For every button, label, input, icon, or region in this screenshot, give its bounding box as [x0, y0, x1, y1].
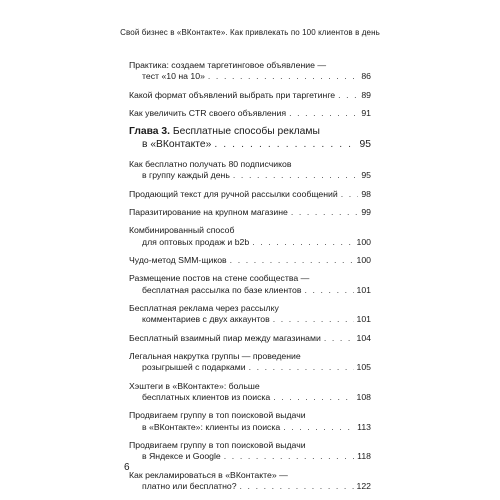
- toc-entry-title-line1: Комбинированный способ: [129, 225, 235, 236]
- toc-entry-title-line2: в «ВКонтакте»: клиенты из поиска: [142, 421, 281, 432]
- toc-entry-title-line2: бесплатная рассылка по базе клиентов: [142, 284, 302, 295]
- chapter-title-line2: в «ВКонтакте»: [142, 138, 212, 150]
- toc-entry: [129, 189, 371, 200]
- toc-entry-page-number: 113: [357, 421, 371, 432]
- dot-leader: [252, 237, 353, 248]
- toc-entry-last-line: [142, 451, 371, 462]
- toc-entry-title-line1: Как рекламироваться в «ВКонтакте» —: [129, 469, 288, 480]
- toc-entry: [129, 159, 371, 182]
- toc-entry-title-line1: Практика: создаем таргетинговое объявление —: [129, 60, 327, 70]
- toc-section-after: [129, 159, 371, 493]
- toc-entry-page-number: 122: [356, 481, 371, 492]
- toc-entry-title-line1: Продвигаем группу в топ поисковой выдачи: [129, 439, 306, 450]
- toc-entry-page-number: 100: [356, 236, 371, 247]
- dot-leader: [208, 71, 358, 82]
- toc-entry-last-line: [142, 392, 371, 403]
- toc-entry-title-line2: для оптовых продаж и b2b: [142, 236, 250, 247]
- dot-leader: [240, 481, 354, 492]
- dot-leader: [224, 451, 354, 462]
- toc-entry-title-line2: розыгрышей с подарками: [142, 362, 246, 373]
- toc-entry-last-line: [142, 362, 371, 373]
- toc-entry-title-line2: в группу каждый день: [142, 170, 230, 181]
- toc-entry-page-number: 105: [356, 362, 371, 373]
- toc-entry-page-number: 108: [356, 391, 371, 402]
- chapter-heading-line2: [142, 139, 371, 152]
- toc-entry-page-number: 89: [361, 89, 371, 100]
- toc-entry: [129, 440, 371, 463]
- toc-entry-last-line: [142, 71, 371, 82]
- dot-leader: [291, 207, 358, 218]
- toc-entry-page-number: 100: [356, 254, 371, 265]
- toc-entry-page-number: 98: [361, 188, 371, 199]
- dot-leader: [273, 392, 353, 403]
- toc-entry: [129, 60, 371, 83]
- toc-entry: [129, 108, 371, 119]
- page-number: 6: [124, 462, 130, 473]
- dot-leader: [273, 314, 354, 325]
- toc-entry-last-line: [142, 170, 371, 181]
- dot-leader: [341, 189, 359, 200]
- toc-entry-last-line: [129, 189, 371, 200]
- toc-entry: [129, 303, 371, 326]
- toc-entry-title-line2: Продающий текст для ручной рассылки сообщений: [129, 188, 338, 199]
- dot-leader: [230, 255, 354, 266]
- toc-entry-page-number: 101: [356, 284, 371, 295]
- toc-entry-title-line2: Какой формат объявлений выбрать при таргетинге: [129, 89, 336, 100]
- toc-entry: [129, 255, 371, 266]
- toc-entry-last-line: [129, 207, 371, 218]
- toc-entry-title-line1: Продвигаем группу в топ поисковой выдачи: [129, 410, 306, 421]
- chapter-heading: [129, 126, 371, 151]
- dot-leader: [304, 285, 353, 296]
- toc-entry-title-line1: Бесплатная реклама через рассылку: [129, 302, 279, 313]
- toc-entry-title-line2: комментариев с двух аккаунтов: [142, 314, 270, 325]
- toc-entry-title-line2: Как увеличить CTR своего объявления: [129, 108, 287, 118]
- toc-entry-last-line: [129, 90, 371, 101]
- toc-entry-page-number: 86: [361, 71, 371, 82]
- toc-entry-title-line2: тест «10 на 10»: [142, 71, 205, 82]
- toc-entry-title-line1: Как бесплатно получать 80 подписчиков: [129, 158, 292, 169]
- toc-entry-last-line: [142, 314, 371, 325]
- toc-entry-title-line2: Паразитирование на крупном магазине: [129, 206, 288, 217]
- toc-entry-last-line: [142, 237, 371, 248]
- toc-entry-page-number: 91: [361, 108, 371, 118]
- toc-entry: [129, 273, 371, 296]
- toc-entry: [129, 410, 371, 433]
- dot-leader: [283, 422, 354, 433]
- toc-entry: [129, 470, 371, 493]
- dot-leader: [289, 108, 358, 119]
- dot-leader: [324, 333, 354, 344]
- toc-entry: [129, 90, 371, 101]
- toc-entry-last-line: [129, 255, 371, 266]
- toc-entry-page-number: 118: [357, 451, 371, 462]
- toc-entry: [129, 381, 371, 404]
- toc-entry-last-line: [142, 285, 371, 296]
- dot-leader: [338, 90, 358, 101]
- dot-leader: [249, 362, 354, 373]
- dot-leader: [233, 170, 358, 181]
- toc-entry-title-line1: Хэштеги в «ВКонтакте»: больше: [129, 380, 260, 391]
- toc-entry: [129, 207, 371, 218]
- toc-entry: [129, 333, 371, 344]
- toc-entry-last-line: [129, 333, 371, 344]
- toc-section-before: [129, 60, 371, 119]
- toc-entry-last-line: [142, 422, 371, 433]
- toc-entry-page-number: 104: [356, 332, 371, 343]
- toc-entry-last-line: [129, 108, 371, 119]
- running-header: Свой бизнес в «ВКонтакте». Как привлекать по 100 клиентов в день: [120, 28, 380, 37]
- chapter-prefix: Глава 3.: [129, 126, 170, 138]
- toc-entry-title-line2: платно или бесплатно?: [142, 481, 237, 492]
- toc-entry-page-number: 99: [361, 206, 371, 217]
- toc-entry-page-number: 101: [356, 314, 371, 325]
- toc-entry-title-line2: Чудо-метод SMM-щиков: [129, 254, 227, 265]
- table-of-contents: [129, 60, 371, 499]
- dot-leader: [214, 139, 356, 152]
- chapter-heading-line1: [129, 126, 371, 139]
- toc-entry: [129, 351, 371, 374]
- toc-entry: [129, 225, 371, 248]
- toc-entry-title-line2: в Яндексе и Google: [142, 451, 221, 462]
- toc-entry-title-line2: Бесплатный взаимный пиар между магазинами: [129, 332, 321, 343]
- chapter-page-number: 95: [359, 138, 371, 150]
- chapter-title-line1: Бесплатные способы рекламы: [172, 126, 320, 138]
- toc-entry-title-line1: Размещение постов на стене сообщества —: [129, 273, 310, 284]
- toc-entry-title-line2: бесплатных клиентов из поиска: [142, 391, 271, 402]
- toc-entry-last-line: [142, 481, 371, 492]
- toc-entry-title-line1: Легальная накрутка группы — проведение: [129, 350, 301, 361]
- toc-entry-page-number: 95: [361, 170, 371, 181]
